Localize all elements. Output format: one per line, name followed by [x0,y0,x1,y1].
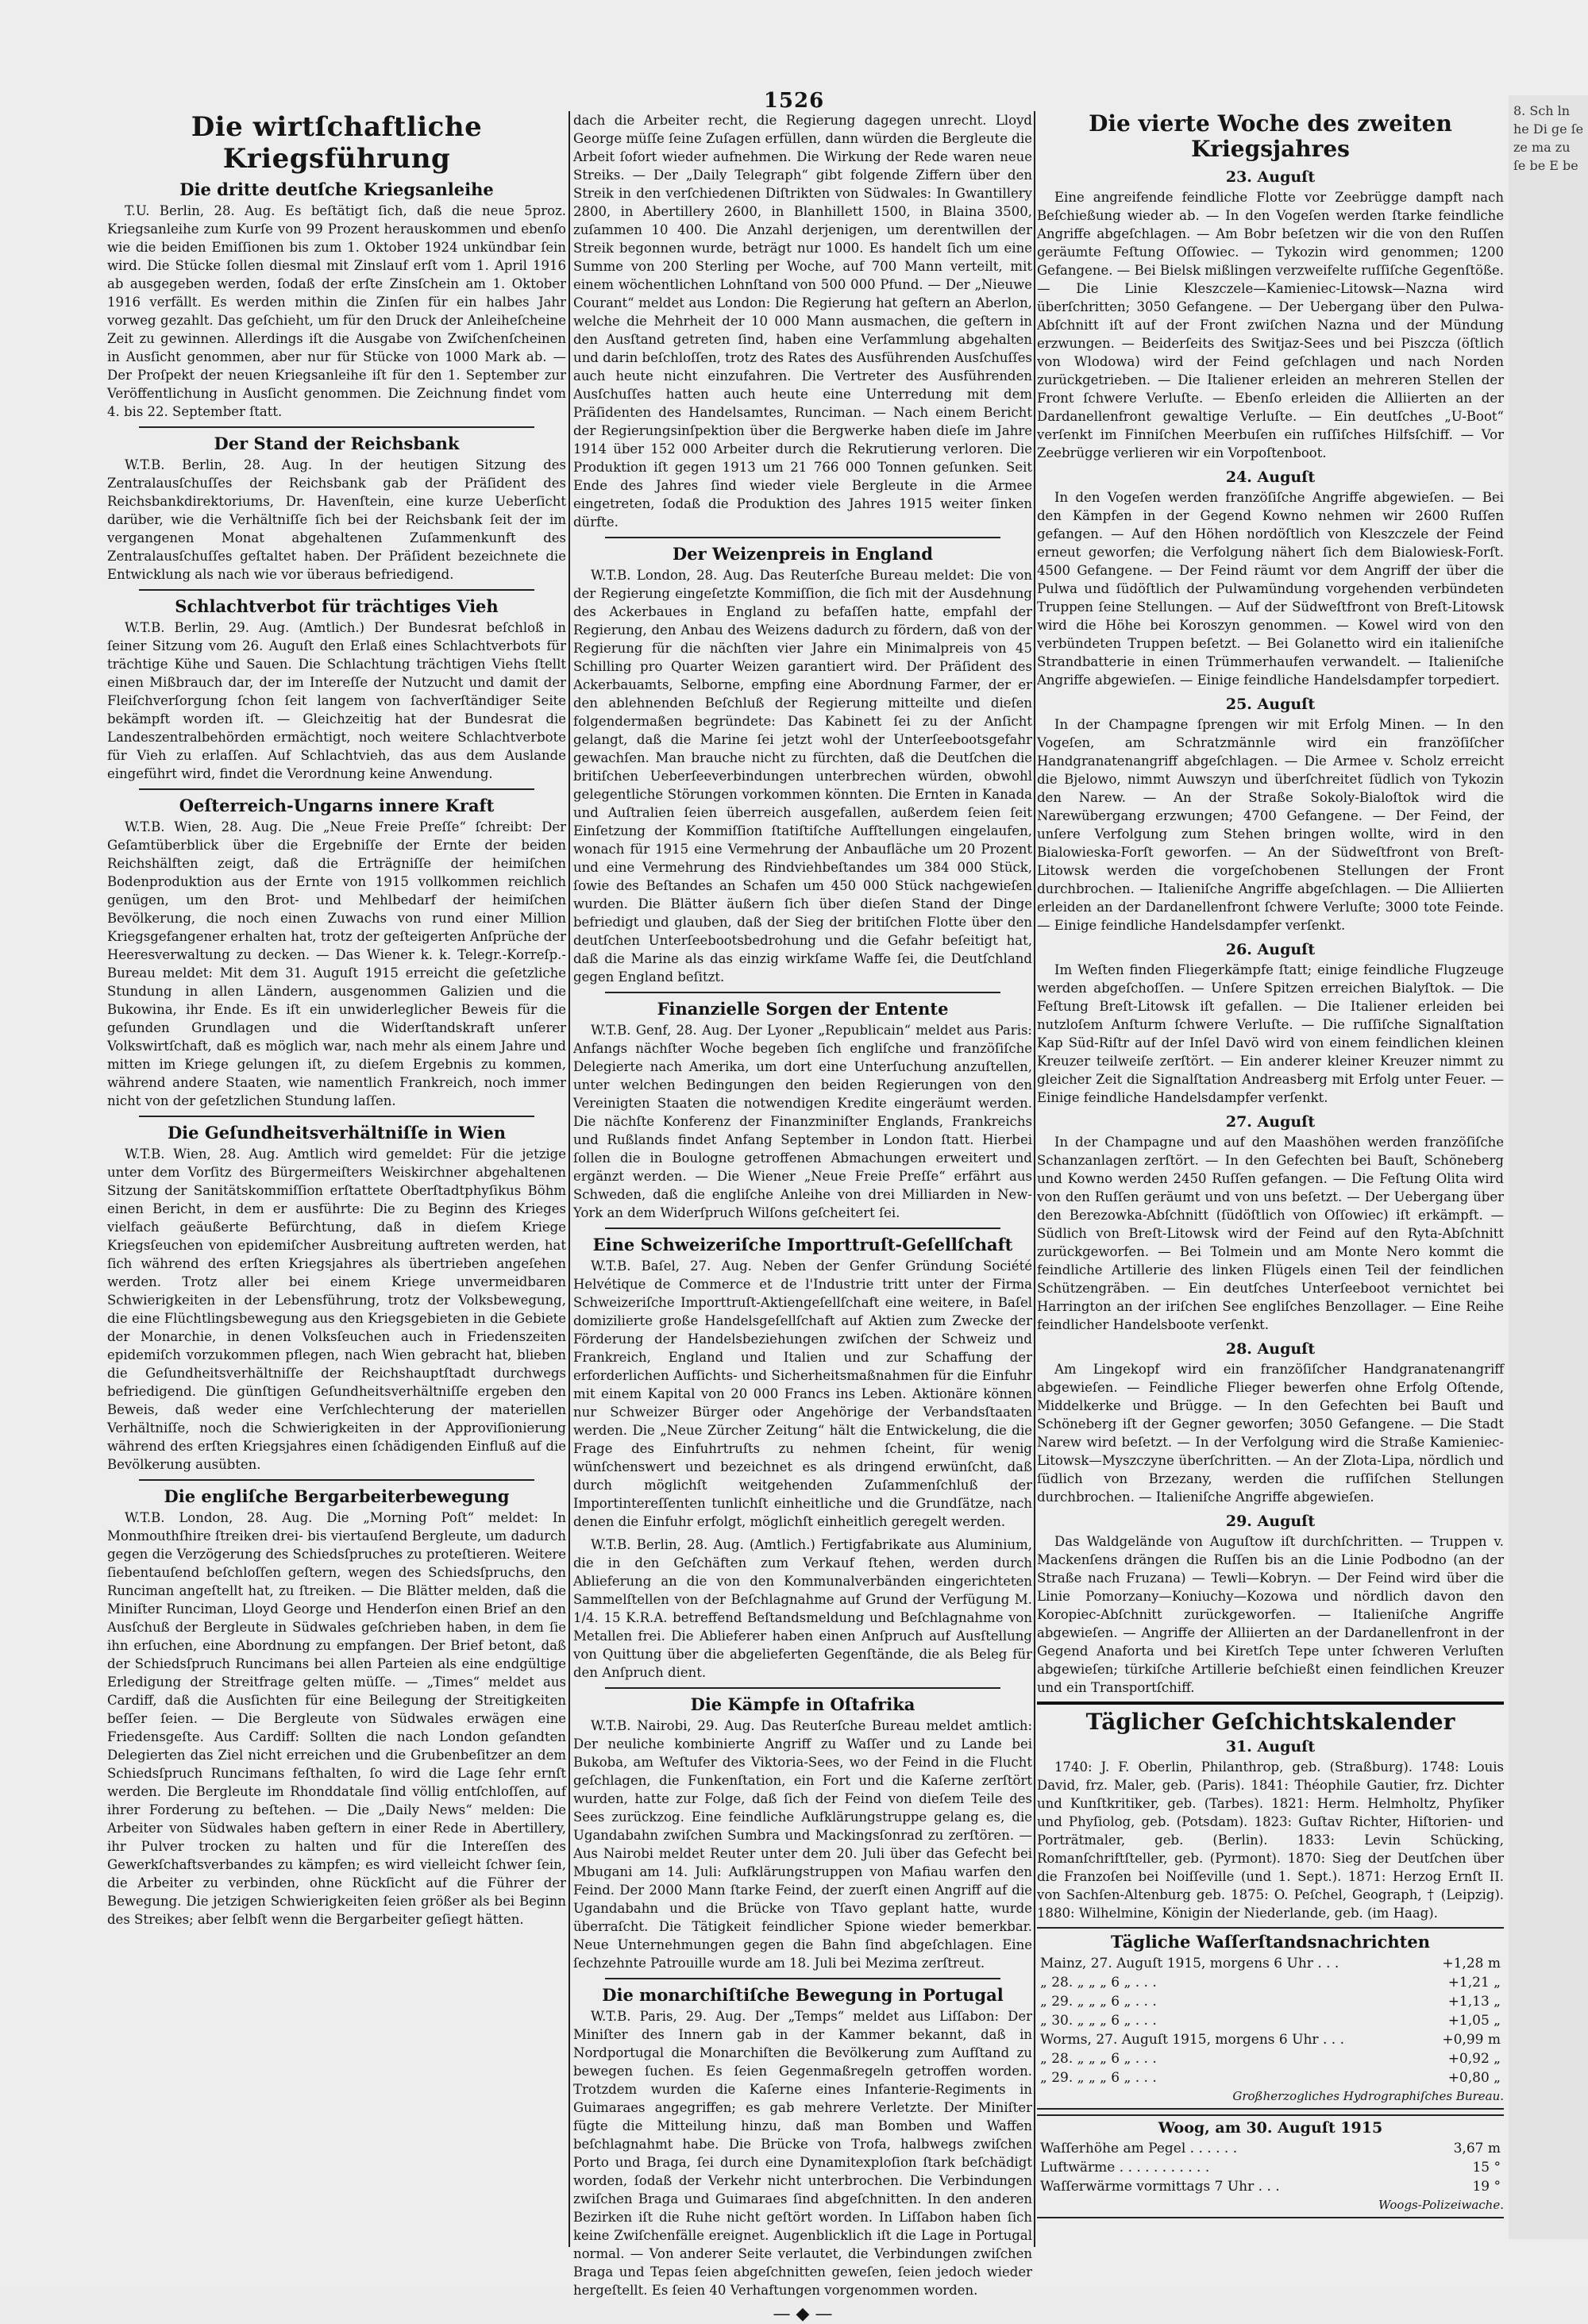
day-report: In den Vogeſen werden franzöſiſche Angriffe abgewieſen. — Bei den Kämpfen in der Gegend Kowno nehmen wir 2600 Ruſſen gefangen. — Auf den Höhen nordöſtlich von Kleszczele der Feind erneut geworfen; die Verfolgung nähert ſich dem Bialowiesk-Forſt. 4500 Gefangene. — Der Feind räumt vor dem Angriff der über die Pulwa und ſüdöſtlich der Pulwamündung vorgehenden verbündeten Truppen ſeine Stellungen. — Auf der Südweſtfront von Breſt-Litowsk wird die Höhe bei Koroszyn genommen. — Kowel wird von den verbündeten Truppen beſetzt. — Bei Golanetto wird ein italieniſche Strandbatterie in einen Trümmerhaufen verwandelt. — Italieniſche Angriffe abgewieſen. — Einige feindliche Handelsdampfer torpediert. [1037,490,1504,688]
day-report: Das Waldgelände von Auguſtow iſt durchſchritten. — Truppen v. Mackenſens drängen die Ruſſen bis an die Linie Podbodno (an der Straße nach Fruzana) — Tewli—Kobryn. — Der Feind wird über die Linie Pomorzany—Koniuchy—Kozowa und nördlich davon den Koropiec-Abſchnitt zurückgeworfen. — Italieniſche Angriffe abgewieſen. — Angriffe der Alliierten an der Dardanellenfront in der Gegend Anaforta und bei Kiretſch Tepe unter ſchweren Verluſten abgewieſen; türkiſche Artillerie beſchießt einen feindlichen Kreuzer und ein Transportſchiff. [1037,1534,1504,1695]
row-value: +1,28 m [1442,1956,1501,1971]
article-paragraph: W.T.B. Genf, 28. Aug. Der Lyoner „Republicain“ meldet aus Paris: Anfangs nächſter Woche begeben ſich engliſche und franzöſiſche Delegierte nach Amerika, um dort eine Unterſuchung anzuſtellen, unter welchen Bedingungen den beiden Regierungen von den Vereinigten Staaten die notwendigen Kredite eingeräumt werden. Die nächſte Konferenz der Finanzminiſter Englands, Frankreichs und Rußlands findet Anfang September in London ſtatt. Hierbei ſollen die in Boulogne getroffenen Abmachungen erweitert und ergänzt werden. — Die Wiener „Neue Freie Preſſe“ erfährt aus Schweden, daß die engliſche Anleihe von drei Milliarden in New-York an dem Widerſpruch Wilſons geſcheitert ſei. [573,1023,1032,1220]
table-row [1037,1992,1504,2011]
article-continuation: dach die Arbeiter recht, die Regierung dagegen unrecht. Lloyd George müſſe ſeine Zuſagen erfüllen, dann würden die Bergleute die Arbeit ſofort wieder aufnehmen. Die Wirkung der Rede waren neue Streiks. — Der „Daily Telegraph“ gibt folgende Ziffern über den Streik in den verſchiedenen Diſtrikten von Südwales: In Gwantillery 2800, in Abertillery 2600, in Blanhillett 1500, in Blaina 3500, zuſammen 10 400. Die Anzahl derjenigen, um derentwillen der Streik begonnen wurde, beträgt nur 1000. Es handelt ſich um eine Summe von 200 Sterling per Woche, auf 700 Mann verteilt, mit einem wöchentlichen Lohnſtand von 500 000 Pfund. — Der „Nieuwe Courant“ meldet aus London: Die Regierung hat geſtern an Aberlon, welche die Mehrheit der 10 000 Mann ausmachen, die geſtern in den Ausſtand getreten ſind, haben eine Verſammlung abgehalten und darin beſchloſſen, trotz des Rates des Ausführenden Ausſchuſſes auch heute nicht einzufahren. Die Vertreter des Ausführenden Ausſchuſſes hatten auch heute eine Unterredung mit dem Präſidenten des Handelsamtes, Runciman. — Nach einem Bericht der Regierungsinſpektion über die Bergwerke haben dieſe im Jahre 1914 über 152 000 Arbeiter durch die Rekrutierung verloren. Die Produktion iſt gegen 1913 um 21 766 000 Tonnen geſunken. Seit Ende des Jahres ſind wieder viele Bergleute in die Armee eingetreten, ſodaß die Produktion des Jahres 1915 weiter ſinken dürfte. [573,113,1032,530]
woog-box [1037,2114,1504,2218]
row-value: +1,21 „ [1447,1975,1501,1991]
day-report: In der Champagne und auf den Maashöhen werden franzöſiſche Schanzanlagen zerſtört. — In den Gefechten bei Bauſt, Schöneberg und Kowno werden 2450 Ruſſen gefangen. — Die Feſtung Olita wird von den Ruſſen geräumt und von uns beſetzt. — Der Uebergang über den Berezowka-Abſchnitt (ſüdöſtlich von Oſſowiec) iſt erkämpft. — Südlich von Breſt-Litowsk wird der Feind auf den Ryta-Abſchnitt zurückgeworfen. — Bei Tolmein und am Monte Nero kommt die feindliche Artillerie des linken Flügels einen Teil der feindlichen Schützengräben. — Ein deutſches Unterſeeboot vernichtet bei Harrington an der iriſchen See engliſches Benzollager. — Eine Reihe feindlicher Handelsboote verſenkt. [1037,1135,1504,1332]
woog-table [1037,2139,1504,2196]
article-separator [139,1116,534,1117]
war-week-title: Die vierte Woche des zweiten Kriegsjahres [1089,110,1452,162]
article-heading: Die Kämpfe in Oſtafrika [690,1694,915,1714]
article-heading: Der Stand der Reichsbank [214,434,460,453]
article-paragraph: W.T.B. Berlin, 29. Aug. (Amtlich.) Der Bundesrat beſchloß in ſeiner Sitzung vom 26. Auguſt den Erlaß eines Schlachtverbots für trächtige Kühe und Sauen. Die Schlachtung trächtigen Viehs ſtellt einen Mißbrauch dar, der im Intereſſe der Nutzucht und damit der Fleiſchverſorgung ſchon ſeit langem von ſachverſtändiger Seite bekämpft worden iſt. — Gleichzeitig hat der Bundesrat die Landeszentralbehörden ermächtigt, noch weitere Schlachtverbote für Vieh zu erlaſſen. Auf Schlachtvieh, das aus dem Auslande eingeführt wird, findet die Verordnung keine Anwendung. [107,620,566,781]
row-value: +0,99 m [1442,2032,1501,2048]
article-heading: Oeſterreich-Ungarns innere Kraft [179,796,495,815]
section-divider [1037,1702,1504,1705]
table-row [1037,2068,1504,2087]
article-separator [605,537,1000,538]
article-separator [139,788,534,790]
article-paragraph: W.T.B. Paris, 29. Aug. Der „Temps“ meldet aus Liſſabon: Der Miniſter des Innern gab in der Kammer bekannt, daß in Nordportugal die Monarchiſten die Bevölkerung zum Aufſtand zu bewegen ſuchen. Es ſeien Gegenmaßregeln getroffen worden. Trotzdem wurden die Kaſerne eines Infanterie-Regiments in Guimaraes angegriffen; es gab mehrere Verletzte. Der Miniſter fügte die Mitteilung hinzu, daß man Bomben und Waffen beſchlagnahmt habe. Die Brücke von Trofa, halbwegs zwiſchen Porto und Braga, ſei durch eine Dynamitexploſion ſtark beſchädigt worden, ſodaß der Verkehr nicht unterbrochen. Die Verbindungen zwiſchen Braga und Guimaraes ſind abgeſchnitten. In den anderen Bezirken iſt die Ruhe nicht geſtört worden. In Liſſabon haben ſich keine Zwiſchenfälle ereignet. Augenblicklich iſt die Lage in Portugal normal. — Von anderer Seite verlautet, die Verbindungen zwiſchen Braga und Tepas ſeien abgeſchnitten geweſen, ſeien jedoch wieder hergeſtellt. Es ſeien 40 Verhaftungen vorgenommen worden. [573,2009,1032,2298]
row-value: +1,05 „ [1447,2013,1501,2029]
water-levels-title: Tägliche Waſſerſtandsnachrichten [1111,1932,1430,1952]
table-row [1037,2158,1504,2177]
table-row [1037,2030,1504,2049]
row-label: „ 29. „ „ „ 6 „ . . . [1040,1994,1157,2010]
article-paragraph: W.T.B. London, 28. Aug. Die „Morning Poſt“ meldet: In Monmouthſhire ſtreiken drei- bis viertauſend Bergleute, um dadurch gegen die Verzögerung des Schiedsſpruches zu proteſtieren. Weitere ſiebentauſend beſchloſſen geſtern, wegen des Schiedsſpruchs, den Runciman angeſtellt hat, zu ſtreiken. — Die Blätter melden, daß die Miniſter Runciman, Lloyd George und Henderſon einen Brief an den Ausſchuß der Bergleute in Südwales geſchrieben haben, in dem ſie ihn erſuchen, eine Abordnung zu empfangen. Der Brief betont, daß der Schiedsſpruch Runcimans bei allen Parteien als eine endgültige Erledigung der Streitfrage gelten müſſe. — „Times“ meldet aus Cardiff, daß die Ausſichten für eine Beilegung der Streitigkeiten beſſer ſeien. — Die Bergleute von Südwales erwägen eine Friedensgeſte. Aus Cardiff: Sollten die nach London geſandten Delegierten das Ziel nicht erreichen und die Grubenbeſitzer an dem Schiedsſpruch Runcimans feſthalten, ſo wird die Lage ſehr ernſt werden. Die Bergleute im Rhonddatale ſind völlig entſchloſſen, auf ihrer Forderung zu beſtehen. — Die „Daily News“ melden: Die Arbeiter von Südwales haben geſtern in einer Rede in Abertillery, ihr Pulver trocken zu halten und für die Intereſſen des Gewerkſchaftsverbandes zu kämpfen; es wird vielleicht ſchwer ſein, die Arbeiter zu verbinden, ohne Rückſicht auf die Führer der Bewegung. Die jetzigen Schwierigkeiten ſeien größer als bei Beginn des Streikes; aber ſelbſt wenn die Bergarbeiter geſiegt hätten. [107,1510,566,1927]
history-calendar [1037,1709,1504,1922]
row-value: +1,13 „ [1447,1994,1501,2010]
article-heading: Der Weizenpreis in England [673,544,933,564]
row-label: Mainz, 27. Auguſt 1915, morgens 6 Uhr . . . [1040,1956,1339,1971]
day-date: 27. Auguſt [1225,1113,1316,1131]
article-separator [605,1687,1000,1689]
article-separator [605,992,1000,993]
row-label: „ 30. „ „ „ 6 „ . . . [1040,2013,1157,2029]
article-heading: Die Geſundheitsverhältniſſe in Wien [167,1123,507,1143]
row-value: +0,92 „ [1447,2051,1501,2067]
article-separator [139,589,534,591]
row-label: „ 28. „ „ „ 6 „ . . . [1040,1975,1157,1991]
article-paragraph: W.T.B. Nairobi, 29. Aug. Das Reuterſche Bureau meldet amtlich: Der neuliche kombinierte Angriff zu Waſſer und zu Lande bei Bukoba, am Weſtufer des Viktoria-Sees, wo der Feind in die Flucht geſchlagen, die Funkenſtation, ein Fort und die Kaſerne zerſtört wurden, hatte zur Folge, daß ſich der Feind von dieſem Teile des Sees zurückzog. Eine feindliche Aufklärungstruppe gelang es, die Ugandabahn zwiſchen Sumbra und Mackingsſonrad zu zerſtören. — Aus Nairobi meldet Reuter unter dem 20. Juli über das Gefecht bei Mbugani am 14. Juli: Aufklärungstruppen von Mafiau warfen den Feind. Der 2000 Mann ſtarke Feind, der zuerſt einen Angriff auf die Ugandabahn und die Brücke von Tſavo geplant hatte, wurde überraſcht. Die Tätigkeit feindlicher Spione wieder bemerkbar. Neue Unternehmungen gegen die Bahn ſind abgeſchlagen. Eine ſechzehnte Patrouille wurde am 18. Juli bei Mezima zerſtreut. [573,1718,1032,1971]
row-label: „ 28. „ „ „ 6 „ . . . [1040,2051,1157,2067]
day-report: In der Champagne ſprengen wir mit Erfolg Minen. — In den Vogeſen, am Schratzmännle wird ein franzöſiſcher Handgranatenangriff abgeſchlagen. — Die Armee v. Scholz erreicht die Bjelowo, nimmt Auwszyn und überſchreitet ſüdlich von Tykozin den Narew. — An der Straße Sokoly-Bialoſtok wird die Narewübergang erzwungen; 4700 Gefangene. — Der Feind, der unſere Verfolgung zum Stehen bringen wollte, wird in den Bialowieska-Forſt geworfen. — An der Südweſtfront von Breſt-Litowsk werden die vorgeſchobenen Stellungen der Front durchbrochen. — Italieniſche Angriffe abgeſchlagen. — Die Alliierten erleiden an der Dardanellenfront ſchwere Verluſte; 3000 tote Feinde. — Einige feindliche Handelsdampfer verſenkt. [1037,717,1504,933]
article-heading: Die dritte deutſche Kriegsanleihe [179,179,494,199]
calendar-text: 1740: J. F. Oberlin, Philanthrop, geb. (Straßburg). 1748: Louis David, frz. Maler, geb. (Paris). 1841: Théophile Gautier, frz. Dichter und Kunſtkritiker, geb. (Tarbes). 1821: Herm. Helmholtz, Phyſiker und Phyſiolog, geb. (Potsdam). 1823: Guſtav Richter, Hiſtorien- und Porträtmaler, geb. (Berlin). 1833: Levin Schücking, Romanſchriftſteller, geb. (Pyrmont). 1870: Sieg der Deutſchen über die Franzoſen bei Noiſſeville (und 1. Sept.). 1871: Herzog Ernſt II. von Sachſen-Altenburg geb. 1875: O. Peſchel, Geograph, † (Leipzig). 1880: Wilhelmine, Königin der Niederlande, geb. (im Haag). [1037,1759,1504,1921]
row-label: Worms, 27. Auguſt 1915, morgens 6 Uhr . . . [1040,2032,1344,2048]
adjacent-page-text: 8. Sch ln he Di ge ſe ze ma zu ſe be E be [1513,103,1584,173]
article-separator [605,1978,1000,1979]
main-title: Die wirtſchaftliche Kriegsführung [191,111,483,175]
calendar-date: 31. Auguſt [1225,1738,1316,1756]
article-heading: Schlachtverbot für trächtiges Vieh [175,596,499,616]
day-report: Eine angreifende feindliche Flotte vor Zeebrügge dampft nach Beſchießung wieder ab. — In den Vogeſen werden ſtarke feindliche Angriffe abgeſchlagen. — Am Bobr beſetzen wir die von den Ruſſen geräumte Feſtung Oſſowiec. — Tykozin wird genommen; 1200 Gefangene. — Bei Bielsk mißlingen verzweifelte ruſſiſche Gegenſtöße. — Die Linie Kleszczele—Kamieniec-Litowsk—Nazna wird überſchritten; 3050 Gefangene. — Der Uebergang über den Pulwa-Abſchnitt iſt auf der Front zwiſchen Nazna und der Mündung erzwungen. — Beiderſeits des Switjaz-Sees und bei Piszcza (öſtlich von Wlodowa) wird der Feind geſchlagen und nach Norden zurückgetrieben. — Die Italiener erleiden an mehreren Stellen der Front ſchwere Verluſte. — Ebenſo erleiden die Alliierten an der Dardanellenfront gewaltige Verluſte. — Ein deutſches „U-Boot“ verſenkt im Finniſchen Meerbuſen ein ruſſiſches Hilfsſchiff. — Vor Zeebrügge verlieren wir ein Vorpoſtenboot. [1037,190,1504,461]
article-paragraph: W.T.B. Wien, 28. Aug. Amtlich wird gemeldet: Für die jetzige unter dem Vorſitz des Bürgermeiſters Weiskirchner abgehaltenen Sitzung der Sanitätskommiſſion erſtattete Oberſtadtphyſikus Böhm einen Bericht, in dem er ausführte: Die zu Beginn des Krieges vielfach geäußerte Befürchtung, daß in dieſem Kriege Kriegsſeuchen von epidemiſcher Ausbreitung auftreten werden, hat ſich während des erſten Kriegsjahres als übertrieben angeſehen werden. Trotz aller bei einem Kriege unvermeidbaren Schwierigkeiten in der Lebensführung, trotz der Volksbewegung, die eine Flüchtlingsbewegung aus den Kriegsgebieten in die Gebiete der Monarchie, in denen Volksſeuchen auch in Friedenszeiten epidemiſch vorzukommen pflegen, nach Wien gebracht hat, blieben die Geſundheitsverhältniſſe der Reichshauptſtadt durchwegs befriedigend. Die günſtigen Geſundheitsverhältniſſe ergeben den Beweis, daß weder eine Verſchlechterung der materiellen Verhältniſſe, noch die Schwierigkeiten in der Approviſionierung während des erſten Kriegsjahres einen ſchädigenden Einfluß auf die Bevölkerung ausübten. [107,1147,566,1472]
table-row [1037,1954,1504,1973]
article-heading: Die engliſche Bergarbeiterbewegung [164,1486,510,1506]
calendar-title: Täglicher Geſchichtskalender [1085,1709,1455,1735]
article-heading: Die monarchiſtiſche Bewegung in Portugal [602,1985,1004,2005]
row-value: 15 ° [1472,2160,1501,2176]
column-3 [1037,111,1504,2255]
row-label: Waſſerhöhe am Pegel . . . . . . [1040,2141,1238,2156]
row-value: 3,67 m [1453,2141,1501,2156]
page-number: 1526 [763,89,825,113]
row-value: +0,80 „ [1447,2070,1501,2086]
table-row [1037,2049,1504,2068]
woog-source: Woogs-Polizeiwache. [1378,2198,1504,2212]
day-report: Im Weſten finden Fliegerkämpfe ſtatt; einige feindliche Flugzeuge werden abgeſchoſſen. — Unſere Spitzen erreichen Bialyſtok. — Die Feſtung Breſt-Litowsk iſt gefallen. — Die Italiener erleiden bei nutzloſem Anſturm ſchwere Verluſte. — Die ruſſiſche Signalſtation Kap Süd-Riſtr auf der Inſel Davö wird von einem feindlichen kleinen Kreuzer teilweiſe zerſtört. — Ein anderer kleiner Kreuzer nimmt zu gleicher Zeit die Signalſtation Andreasberg mit Erfolg unter Feuer. — Einige feindliche Handelsdampfer verſenkt. [1037,962,1504,1105]
article-heading: Eine Schweizeriſche Importtruſt-Geſellſchaft [592,1235,1013,1254]
article-paragraph: W.T.B. Baſel, 27. Aug. Neben der Genfer Gründung Société Helvétique de Commerce et de l'Industrie tritt unter der Firma Schweizeriſche Importtruſt-Aktiengeſellſchaft eine weitere, in Baſel domizilierte große Handelsgeſellſchaft auf Aktien zum Zwecke der Förderung der Handelsbeziehungen zwiſchen der Schweiz und Frankreich, England und Italien und zur Schaffung der erforderlichen Aufſichts- und Sicherheitsmaßnahmen für die Einfuhr mit einem Kapital von 20 000 Francs ins Leben. Aktionäre können nur Schweizer Bürger oder Angehörige der Verbandsſtaaten werden. Die „Neue Zürcher Zeitung“ hält die Entwickelung, die die Frage des Einfuhrtruſts zu nehmen ſcheint, für wenig wünſchenswert und bezeichnet es als dringend erwünſcht, daß durch möglichſt weitgehenden Zuſammenſchluß der Importintereſſenten tunlichſt einheitliche und die Grundſätze, nach denen die Einfuhr erfolgt, möglichſt einheitlich geregelt werden. [573,1258,1032,1529]
column-1 [107,111,566,2255]
row-value: 19 ° [1472,2179,1501,2195]
article-paragraph: W.T.B. Berlin, 28. Aug. (Amtlich.) Fertigfabrikate aus Aluminium, die in den Geſchäften zum Verkauf ſtehen, werden durch Ablieferung an die von den Kommunalverbänden eingerichteten Sammelſtellen von der Beſchlagnahme auf Grund der Verfügung M. 1/4. 15 K.R.A. betreffend Beſtandsmeldung und Beſchlagnahme von Metallen frei. Die Ablieferer haben einen Anſpruch auf Ausſtellung von Quittung über die abgelieferten Gegenſtände, die als Beleg für den Anſpruch dient. [573,1537,1032,1680]
article-separator [139,1479,534,1481]
water-levels-box [1037,1927,1504,2110]
column-divider [569,111,570,2247]
article-separator [139,426,534,428]
day-date: 26. Auguſt [1225,941,1316,958]
woog-title: Woog, am 30. Auguſt 1915 [1158,2119,1383,2137]
row-label: Waſſerwärme vormittags 7 Uhr . . . [1040,2179,1280,2195]
article-paragraph: W.T.B. Berlin, 28. Aug. In der heutigen Sitzung des Zentralausſchuſſes der Reichsbank gab der Präſident des Reichsbankdirektoriums, Dr. Havenſtein, eine kurze Ueberſicht darüber, wie die Verhältniſſe ſich bei der Reichsbank ſeit der im vergangenen Monat abgehaltenen Zuſammenkunft des Zentralausſchuſſes geſtaltet haben. Der Präſident bezeichnete die Entwicklung als nach wie vor überaus befriedigend. [107,457,566,582]
day-date: 24. Auguſt [1225,468,1316,486]
article-paragraph: W.T.B. Wien, 28. Aug. Die „Neue Freie Preſſe“ ſchreibt: Der Geſamtüberblick über die Ergebniſſe der Ernte der beiden Reichshälften zeigt, daß die Erträgniſſe der heimiſchen Bodenproduktion aus der Ernte von 1915 vollkommen reichlich genügen, um den Brot- und Mehlbedarf der heimiſchen Bevölkerung, die noch einen Zuwachs von rund einer Million Kriegsgefangener erhalten hat, trotz der geſteigerten Anſprüche der Heeresverwaltung zu decken. — Das Wiener k. k. Telegr.-Korreſp.-Bureau meldet: Mit dem 31. Auguſt 1915 erreicht die geſetzliche Stundung in allen Ländern, ausgenommen Galizien und die Bukowina, ihr Ende. Es iſt ein unwiderleglicher Beweis für die geſunden Grundlagen und die Widerſtandskraft unſerer Volkswirtſchaft, daß es möglich war, nach mehr als einem Jahre und mitten im Kriege gelungen iſt, zu dieſem Ergebnis zu kommen, während andere Staaten, wie namentlich Frankreich, noch immer nicht von der geſetzlichen Stundung laſſen. [107,819,566,1108]
row-label: Luftwärme . . . . . . . . . . . [1040,2160,1210,2176]
day-date: 29. Auguſt [1225,1513,1316,1530]
article-separator [605,1228,1000,1229]
column-2 [573,111,1032,2324]
day-report: Am Lingekopf wird ein franzöſiſcher Handgranatenangriff abgewieſen. — Feindliche Flieger bewerfen ohne Erfolg Oſtende, Middelkerke und Brügge. — In den Gefechten bei Bauſt und Schöneberg iſt der Gegner geworfen; 3050 Gefangene. — Die Stadt Narew wird beſetzt. — In der Verfolgung wird die Straße Kamieniec-Litowsk—Myszczyne überſchritten. — An der Zlota-Lipa, nördlich und ſüdlich von Brzezany, werden die ruſſiſchen Stellungen durchbrochen. — Italieniſche Angriffe abgewieſen. [1037,1362,1504,1505]
article-paragraph: T.U. Berlin, 28. Aug. Es beſtätigt ſich, daß die neue 5proz. Kriegsanleihe zum Kurſe von 99 Prozent herauskommen und ebenſo wie die beiden Emiſſionen bis zum 1. Oktober 1924 unkündbar ſein wird. Die Stücke ſollen diesmal mit Zinslauf erſt vom 1. April 1916 ab ausgegeben werden, ſodaß der erſte Zinsſchein am 1. Oktober 1916 verfällt. Es werden mithin die Zinſen für ein halbes Jahr vorweg gezahlt. Das geſchieht, um für den Druck der Anleiheſcheine Zeit zu gewinnen. Allerdings iſt die Ausgabe von Zwiſchenſcheinen in Ausſicht genommen, aber nur für Stücke von 1000 Mark ab. — Der Proſpekt der neuen Kriegsanleihe iſt für den 1. September zur Veröffentlichung in Ausſicht genommen. Die Zeichnung findet vom 4. bis 22. September ſtatt. [107,203,566,419]
water-levels-table [1037,1954,1504,2087]
table-row [1037,2177,1504,2196]
water-levels-source: Großherzogliches Hydrographiſches Bureau. [1232,2089,1504,2103]
row-label: „ 29. „ „ „ 6 „ . . . [1040,2070,1157,2086]
day-date: 25. Auguſt [1225,696,1316,713]
table-row [1037,1973,1504,1992]
day-date: 28. Auguſt [1225,1340,1316,1358]
day-date: 23. Auguſt [1225,168,1316,186]
table-row [1037,2011,1504,2030]
column-divider [1034,111,1035,2247]
article-paragraph: W.T.B. London, 28. Aug. Das Reuterſche Bureau meldet: Die von der Regierung eingeſetzte Kommiſſion, die ſich mit der Ausdehnung des Ackerbaues in England zu befaſſen hatte, empfahl der Regierung, den Anbau des Weizens dadurch zu fördern, daß von der Regierung für die nächſten vier Jahre ein Minimalpreis von 45 Schilling pro Quarter Weizen garantiert wird. Der Präſident des Ackerbauamts, Selborne, empfing eine Abordnung Farmer, der er den ablehnenden Beſchluß der Regierung mitteilte und dieſen folgendermaßen begründete: Das Kabinett ſei zu der Anſicht gelangt, daß die Marine ſei jetzt wohl der Unterſeebootsgefahr gewachſen. Man brauche nicht zu fürchten, daß die Deutſchen die britiſchen Ueberſeeverbindungen unterbrechen würden, obwohl gelegentliche Störungen vorkommen könnten. Die Ernten in Kanada und Auſtralien ſeien überreich ausgefallen, außerdem ſeien ſeit Einſetzung der Kommiſſion ſtatiſtiſche Aufſtellungen eingelaufen, wonach für 1915 eine Vermehrung der Anbaufläche um 20 Prozent und eine Vermehrung des Rindviehbeſtandes um 384 000 Stück, ſowie des Beſtandes an Schafen um 450 000 Stück nachgewieſen wurden. Die Blätter äußern ſich über dieſen Stand der Dinge befriedigt und glauben, daß der Sieg der britiſchen Flotte über den deutſchen Unterſeebootsbedrohung und die Gefahr beſeitigt hat, daß die Marine als das einzig wirkſame Waffe ſei, die Deutſchland gegen England beſitzt. [573,568,1032,985]
table-row [1037,2139,1504,2158]
article-heading: Finanzielle Sorgen der Entente [657,999,949,1019]
end-ornament: — ◆ — [773,2304,833,2324]
